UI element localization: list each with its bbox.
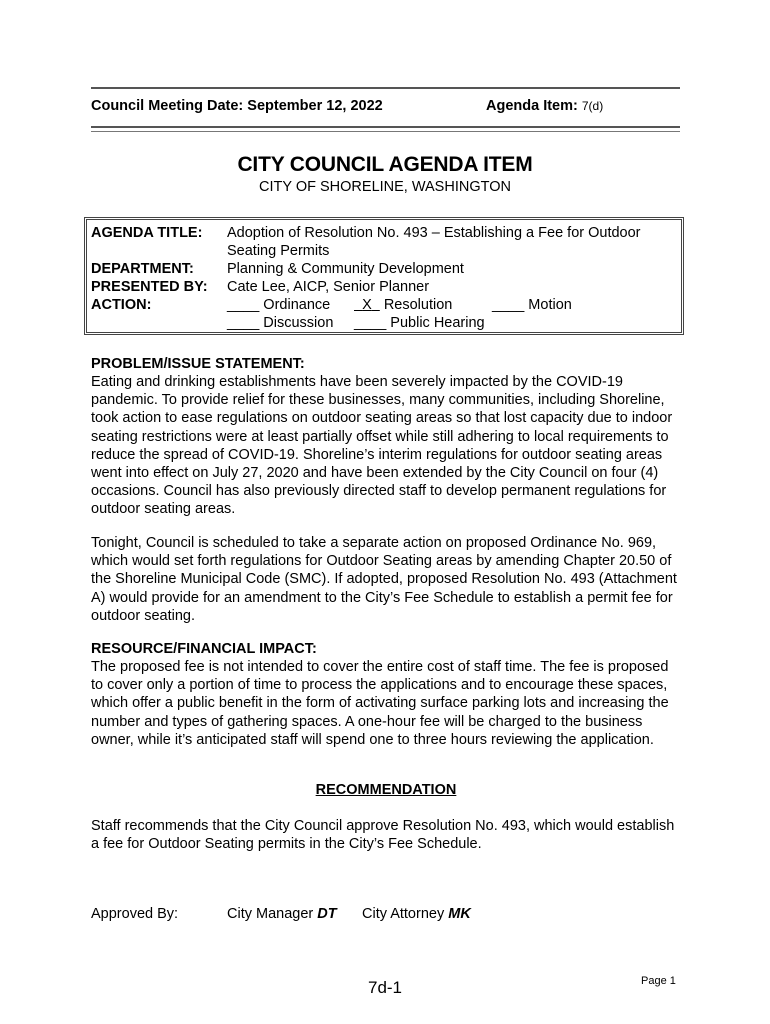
city-attorney-label: City Attorney xyxy=(362,906,445,922)
agenda-title-label: AGENDA TITLE: xyxy=(91,225,203,241)
agenda-item xyxy=(486,98,603,114)
page-code: 7d-1 xyxy=(367,978,403,997)
ordinance-blank: ____ xyxy=(227,297,260,313)
city-attorney-approval xyxy=(362,906,471,922)
motion-blank: ____ xyxy=(492,297,525,313)
city-manager-label: City Manager xyxy=(227,906,314,922)
agenda-title-line1: Adoption of Resolution No. 493 – Establishing a Fee for Outdoor xyxy=(227,225,641,241)
meeting-date-label: Council Meeting Date: xyxy=(91,98,244,114)
public-hearing-label: Public Hearing xyxy=(390,315,485,331)
department-label: DEPARTMENT: xyxy=(91,261,194,277)
department-value: Planning & Community Development xyxy=(227,261,464,277)
motion-label: Motion xyxy=(528,297,572,313)
presented-by-value: Cate Lee, AICP, Senior Planner xyxy=(227,279,430,295)
header-rule-thick xyxy=(91,126,680,128)
action-ordinance xyxy=(227,296,330,314)
resolution-label: Resolution xyxy=(383,297,453,313)
recommendation-paragraph: Staff recommends that the City Council approve Resolution No. 493, which would establish a fee for Outdoor Seating permits in the City’s Fee Schedule. xyxy=(91,818,675,853)
agenda-item-value: 7(d) xyxy=(581,99,604,113)
city-attorney-initials: MK xyxy=(448,906,471,922)
page-subtitle: CITY OF SHORELINE, WASHINGTON xyxy=(259,179,511,195)
top-rule xyxy=(91,87,680,89)
city-manager-initials: DT xyxy=(317,906,337,922)
approved-by-label: Approved By: xyxy=(91,906,179,922)
ordinance-label: Ordinance xyxy=(263,297,331,313)
resolution-x: X xyxy=(362,297,372,313)
agenda-item-label: Agenda Item: xyxy=(486,98,578,114)
recommendation-heading: RECOMMENDATION xyxy=(315,782,457,798)
action-resolution xyxy=(354,296,452,314)
resolution-checked-mark xyxy=(354,297,380,313)
page-title: CITY COUNCIL AGENDA ITEM xyxy=(237,153,533,176)
resource-heading: RESOURCE/FINANCIAL IMPACT: xyxy=(91,641,317,657)
problem-paragraph-2: Tonight, Council is scheduled to take a separate action on proposed Ordinance No. 969, which would set forth regulations for Outdoor Seating areas by amending Chapter 20.50 of the Shoreline Municipal Code (SMC). If adopted, proposed Resolution No. 493 (Attachment A) would provide for an amendment to the City’s Fee Schedule to establish a permit fee for outdoor seating. xyxy=(91,535,677,624)
agenda-title-line2: Seating Permits xyxy=(227,243,330,259)
action-motion xyxy=(492,296,572,314)
problem-heading: PROBLEM/ISSUE STATEMENT: xyxy=(91,356,305,372)
problem-paragraph-1: Eating and drinking establishments have been severely impacted by the COVID-19 pandemic. To provide relief for these businesses, many communities, including Shoreline, took action to ease regulations on outdoor seating areas so that lost capacity due to indoor seating restrictions were at least partially offset while still adhering to local requirements to reduce the spread of COVID-19. Shoreline’s interim regulations for outdoor seating areas went into effect on July 27, 2020 and have been extended by the City Council on four (4) occasions. Council has also previously directed staff to develop permanent regulations for outdoor seating areas. xyxy=(91,374,673,518)
action-discussion xyxy=(227,314,333,332)
discussion-label: Discussion xyxy=(263,315,334,331)
header-rule-thin xyxy=(91,131,680,132)
city-manager-approval xyxy=(227,906,337,922)
meeting-date-value: September 12, 2022 xyxy=(247,98,383,114)
meeting-date xyxy=(91,98,383,114)
page-number: Page 1 xyxy=(641,975,676,987)
resource-paragraph: The proposed fee is not intended to cover the entire cost of staff time. The fee is proposed to cover only a portion of time to process the applications and to encourage these spaces, which offer a public benefit in the form of activating surface parking lots and increasing the number and types of gathering spaces. A one-hour fee will be charged to the business owner, while it’s anticipated staff will spend one to three hours reviewing the application. xyxy=(91,659,669,748)
action-public-hearing xyxy=(354,314,485,332)
public-hearing-blank: ____ xyxy=(354,315,387,331)
action-label: ACTION: xyxy=(91,297,152,313)
presented-by-label: PRESENTED BY: xyxy=(91,279,208,295)
discussion-blank: ____ xyxy=(227,315,260,331)
